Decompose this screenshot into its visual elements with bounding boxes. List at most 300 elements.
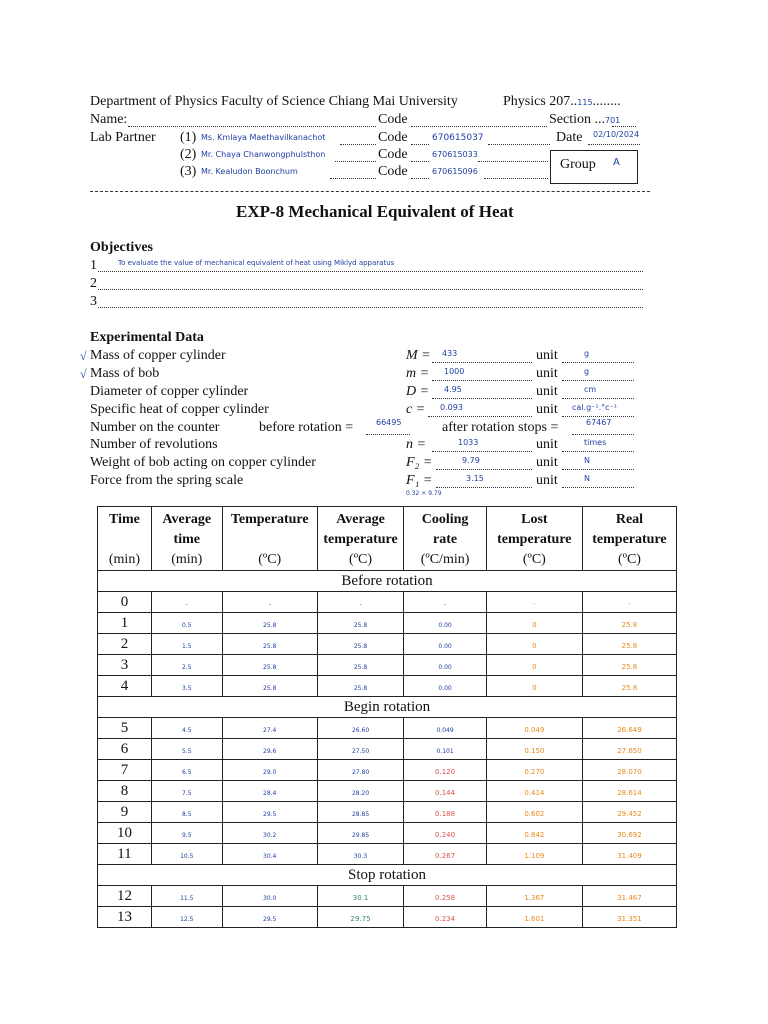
time-cell: 12 [98,886,152,907]
cooling-rate-cell [404,676,486,697]
avg-temperature-cell [317,823,404,844]
real-temperature-cell-hw: 31.351 [617,914,642,923]
partner-1-num: (1) [180,130,197,145]
table-row [98,655,677,676]
time-cell: 10 [98,823,152,844]
exp-sym-M: M = [406,348,431,363]
temperature-cell [222,844,317,865]
col-header-avg-time: Average time (min) [151,507,222,571]
lost-temperature-cell-hw: 0.842 [524,830,545,839]
lost-temperature-cell-hw: 1.367 [524,893,545,902]
table-row [98,886,677,907]
unit-label: unit [536,455,558,470]
objective-1-line [98,271,643,272]
lost-temperature-cell-hw: 0 [532,662,537,671]
exp-label-specific-heat: Specific heat of copper cylinder [90,402,269,417]
cooling-rate-cell-hw: 0.00 [438,663,452,671]
temperature-cell [222,781,317,802]
time-cell: 5 [98,718,152,739]
cooling-rate-cell-hw: 0.144 [435,788,456,797]
real-temperature-cell [582,781,676,802]
temperature-cell [222,592,317,613]
partner-2-name-hw: Mr. Chaya Chanwongphulsthon [201,150,326,159]
partner-3-dots [330,178,376,179]
name-field [128,126,376,127]
exp-unit-c-line [562,416,634,417]
avg-time-cell-hw: 0.5 [181,621,192,629]
real-temperature-cell-hw: 25.8 [621,683,638,692]
cooling-rate-cell [404,634,486,655]
cooling-rate-cell [404,739,486,760]
real-temperature-cell-hw: 25.8 [621,620,638,629]
avg-time-cell [151,844,222,865]
temperature-cell-hw: 29.5 [263,915,277,923]
exp-val-F1: 3.15 [466,474,484,483]
table-row [98,634,677,655]
avg-temperature-cell [317,592,404,613]
table-row [98,802,677,823]
cooling-rate-cell-hw: 0.00 [438,642,452,650]
cooling-rate-cell-hw: 0.101 [436,747,454,755]
temperature-cell [222,823,317,844]
exp-unit-F1: N [584,474,590,483]
avg-temperature-cell [317,844,404,865]
partner-1-name-hw: Ms. Kmlaya Maethavilkanachot [201,133,326,142]
avg-time-cell [151,634,222,655]
exp-sym-c: c = [406,402,426,417]
partner-3-code-tail [484,178,548,179]
cooling-rate-cell-hw: 0.267 [435,851,456,860]
real-temperature-cell [582,886,676,907]
section-hw: 701 [605,116,621,125]
partner-1-code-lead [411,144,429,145]
time-cell: 6 [98,739,152,760]
avg-temperature-cell-hw: 26.60 [351,726,370,734]
avg-temperature-cell-hw: 27.80 [351,768,370,776]
check-mark: √ [80,349,87,363]
lost-temperature-cell [486,739,582,760]
code-label: Code [378,112,408,127]
exp-val-c-line [428,416,532,417]
avg-time-cell-hw: 12.5 [180,915,194,923]
partner-2-code-lead [411,161,429,162]
partner-3-code-label: Code [378,164,408,179]
table-row [98,781,677,802]
avg-temperature-cell-hw: 25.8 [353,642,368,650]
real-temperature-cell [582,634,676,655]
exp-unit-D: cm [584,385,597,394]
avg-temperature-cell-hw: 25.8 [353,663,368,671]
table-row [98,823,677,844]
exp-val-F2-line [436,469,532,470]
counter-before-label: before rotation = [259,420,354,435]
real-temperature-cell [582,739,676,760]
partner-3-code-lead [411,178,429,179]
temperature-cell [222,739,317,760]
col-header-temperature: Temperature (ºC) [222,507,317,571]
avg-time-cell [151,655,222,676]
counter-after-label: after rotation stops = [442,420,559,435]
lost-temperature-cell [486,592,582,613]
exp-val-F2: 9.79 [462,456,480,465]
cooling-rate-cell-hw: 0.00 [438,684,452,692]
avg-time-cell-hw: 10.5 [180,852,194,860]
avg-time-cell-hw: 4.5 [181,726,192,734]
partner-2-dots [335,161,376,162]
lost-temperature-cell-hw: 0.270 [524,767,545,776]
exp-unit-M-line [562,362,634,363]
counter-before-line [366,434,410,435]
avg-temperature-cell-hw: 25.8 [353,621,368,629]
time-cell: 2 [98,634,152,655]
exp-unit-F2: N [584,456,590,465]
cooling-rate-cell-hw: - [443,600,447,608]
temperature-cell [222,655,317,676]
section-row [98,865,677,886]
cooling-rate-cell-hw: 0.049 [436,726,454,734]
real-temperature-cell [582,844,676,865]
exp-sym-F2: F₂ = [406,455,433,470]
course-text: Physics 207.. [503,94,578,109]
temperature-cell [222,760,317,781]
exp-footnote-hw: 0.32 × 9.79 [406,490,442,497]
col-header-real-temperature: Real temperature (ºC) [582,507,676,571]
lost-temperature-cell-hw: 0 [532,641,537,650]
exp-val-M-line [432,362,532,363]
unit-label: unit [536,473,558,488]
temperature-cell [222,676,317,697]
temperature-cell [222,802,317,823]
table-body [98,571,677,928]
avg-temperature-cell [317,886,404,907]
lost-temperature-cell-hw: 0.414 [524,788,545,797]
course-number-hw: 115 [577,98,593,107]
unit-label: unit [536,384,558,399]
section-label: Stop rotation [98,865,677,886]
avg-time-cell [151,802,222,823]
objective-2-num: 2 [90,276,97,291]
exp-val-m-line [432,380,532,381]
avg-temperature-cell [317,718,404,739]
temperature-cell-hw: 29.0 [263,768,277,776]
avg-temperature-cell [317,655,404,676]
exp-label-weight-bob: Weight of bob acting on copper cylinder [90,455,316,470]
col-header-avg-temperature: Average temperature (ºC) [317,507,404,571]
cooling-rate-cell-hw: 0.240 [435,830,456,839]
section-row [98,571,677,592]
lost-temperature-cell-hw: 0 [532,620,537,629]
partner-3-code-hw: 670615096 [432,167,478,176]
cooling-rate-cell-hw: 0.00 [438,621,452,629]
temperature-cell-hw: 25.8 [263,621,277,629]
temperature-cell-hw: 29.6 [263,747,277,755]
department-line [90,94,458,110]
lab-partner-label: Lab Partner [90,130,156,145]
exp-data-heading: Experimental Data [90,330,204,345]
exp-unit-c: cal.g⁻¹.°c⁻¹ [572,403,617,412]
temperature-cell [222,613,317,634]
cooling-rate-cell [404,655,486,676]
temperature-cell [222,718,317,739]
group-label: Group [560,157,596,172]
group-box [550,150,638,184]
real-temperature-cell [582,718,676,739]
temperature-cell [222,886,317,907]
lost-temperature-cell-hw: - [533,599,536,608]
real-temperature-cell [582,613,676,634]
avg-time-cell [151,718,222,739]
lost-temperature-cell [486,676,582,697]
temperature-cell-hw: 27.4 [263,726,277,734]
lost-temperature-cell-hw: 0 [532,683,537,692]
exp-sym-D: D = [406,384,430,399]
section-label: Begin rotation [98,697,677,718]
lost-temperature-cell-hw: 1.601 [524,914,545,923]
table-row [98,739,677,760]
time-cell: 0 [98,592,152,613]
avg-temperature-cell [317,634,404,655]
date-hw: 02/10/2024 [593,130,640,139]
table-row [98,760,677,781]
cooling-rate-cell-hw: 0.120 [435,767,456,776]
avg-temperature-cell-hw: 25.8 [353,684,368,692]
partner-2-code-tail [478,161,548,162]
exp-val-n: 1033 [458,438,479,447]
table-header-row [98,507,677,571]
table-row [98,592,677,613]
real-temperature-cell [582,592,676,613]
real-temperature-cell-hw: 27.650 [617,746,642,755]
cooling-rate-cell [404,802,486,823]
exp-unit-M: g [584,349,590,358]
section-label: Before rotation [98,571,677,592]
avg-temperature-cell-hw: 29.75 [350,914,371,923]
partner-1-code-hw: 670615037 [432,133,484,143]
counter-before-val: 66495 [376,418,402,427]
avg-temperature-cell [317,676,404,697]
avg-time-cell-hw: 9.5 [181,831,192,839]
partner-1-code-label: Code [378,130,408,145]
avg-time-cell [151,781,222,802]
counter-after-line [572,434,634,435]
time-cell: 11 [98,844,152,865]
real-temperature-cell-hw: 30.692 [617,830,642,839]
exp-label-counter: Number on the counter [90,420,220,435]
partner-3-num: (3) [180,164,197,179]
avg-temperature-cell [317,802,404,823]
col-header-time: Time (min) [98,507,152,571]
department-text: Department of Physics Faculty of Science Chiang Mai University [90,94,458,109]
avg-temperature-cell-hw: 30.1 [352,893,369,902]
exp-unit-n-line [562,451,634,452]
cooling-rate-cell [404,592,486,613]
avg-temperature-cell [317,739,404,760]
lost-temperature-cell [486,781,582,802]
cooling-rate-cell [404,823,486,844]
section-label [549,112,620,128]
exp-val-m: 1000 [444,367,465,376]
col-header-cooling-rate: Cooling rate (ºC/min) [404,507,486,571]
exp-label-revolutions: Number of revolutions [90,437,218,452]
table-row [98,718,677,739]
avg-time-cell [151,592,222,613]
exp-val-c: 0.093 [440,403,463,412]
temperature-cell [222,634,317,655]
cooling-rate-cell [404,760,486,781]
temperature-cell-hw: 25.8 [263,642,277,650]
date-label: Date [556,130,583,145]
lost-temperature-cell-hw: 0.150 [524,746,545,755]
data-table [97,506,677,928]
real-temperature-cell [582,676,676,697]
temperature-cell-hw: 25.8 [263,684,277,692]
exp-val-M: 433 [442,349,458,358]
exp-label-mass-bob: Mass of bob [90,366,160,381]
counter-after-val: 67467 [586,418,612,427]
avg-time-cell-hw: 6.5 [181,768,192,776]
time-cell: 1 [98,613,152,634]
table-row [98,907,677,928]
real-temperature-cell-hw: 25.8 [621,662,638,671]
exp-unit-D-line [562,398,634,399]
lost-temperature-cell [486,613,582,634]
unit-label: unit [536,366,558,381]
exp-unit-m: g [584,367,590,376]
time-cell: 13 [98,907,152,928]
table-row [98,613,677,634]
real-temperature-cell-hw: 29.452 [617,809,642,818]
avg-temperature-cell [317,613,404,634]
exp-val-D-line [432,398,532,399]
temperature-cell-hw: 30.0 [263,894,277,902]
cooling-rate-cell [404,781,486,802]
objective-1-text: To evaluate the value of mechanical equivalent of heat using Miklyd apparatus [118,259,395,267]
cooling-rate-cell-hw: 0.234 [435,914,456,923]
avg-temperature-cell-hw: 30.3 [353,852,368,860]
lost-temperature-cell-hw: 0.049 [524,725,545,734]
temperature-cell-hw: 30.2 [263,831,277,839]
avg-time-cell [151,613,222,634]
time-cell: 7 [98,760,152,781]
temperature-cell-hw: 28.4 [263,789,277,797]
real-temperature-cell-hw: 28.070 [617,767,642,776]
avg-time-cell [151,886,222,907]
time-cell: 4 [98,676,152,697]
real-temperature-cell-hw: 31.409 [617,851,642,860]
real-temperature-cell [582,655,676,676]
avg-time-cell-hw: 5.5 [181,747,192,755]
lost-temperature-cell [486,886,582,907]
table-row [98,844,677,865]
exp-sym-F1: F₁ = [406,473,433,488]
partner-2-code-hw: 670615033 [432,150,478,159]
temperature-cell-hw: 30.4 [263,852,277,860]
group-hw: A [613,157,620,168]
real-temperature-cell [582,907,676,928]
time-cell: 3 [98,655,152,676]
time-cell: 8 [98,781,152,802]
partner-1-code-tail [488,144,550,145]
exp-val-n-line [432,451,532,452]
temperature-cell-hw: 29.5 [263,810,277,818]
lost-temperature-cell [486,718,582,739]
cooling-rate-cell [404,613,486,634]
exp-unit-n: times [584,438,607,447]
temperature-cell-hw: 25.8 [263,663,277,671]
partner-2-num: (2) [180,147,197,162]
avg-time-cell-hw: 1.5 [181,642,192,650]
cooling-rate-cell [404,718,486,739]
avg-temperature-cell-hw: 28.85 [351,810,370,818]
unit-label: unit [536,437,558,452]
cooling-rate-cell [404,844,486,865]
exp-val-D: 4.95 [444,385,462,394]
cooling-rate-cell-hw: 0.258 [435,893,456,902]
exp-label-diameter: Diameter of copper cylinder [90,384,249,399]
avg-time-cell [151,676,222,697]
exp-unit-F1-line [562,487,634,488]
objective-3-line [98,307,643,308]
partner-3-name-hw: Mr. Kealudon Boonchum [201,167,298,176]
date-field [588,144,640,145]
avg-temperature-cell-hw: 28.20 [351,789,370,797]
section-field [612,126,636,127]
partner-2-code-label: Code [378,147,408,162]
separator-line [90,191,650,192]
avg-time-cell [151,760,222,781]
real-temperature-cell-hw: 26.649 [617,725,642,734]
real-temperature-cell [582,802,676,823]
temperature-cell-hw: - [268,600,271,608]
lost-temperature-cell [486,634,582,655]
real-temperature-cell [582,823,676,844]
avg-time-cell-hw: 7.5 [181,789,192,797]
exp-label-spring-force: Force from the spring scale [90,473,244,488]
section-row [98,697,677,718]
cooling-rate-cell [404,907,486,928]
objectives-heading: Objectives [90,240,153,255]
lost-temperature-cell-hw: 0.602 [524,809,545,818]
lost-temperature-cell [486,655,582,676]
avg-temperature-cell-hw: 27.50 [351,747,370,755]
avg-time-cell-hw: 2.5 [181,663,192,671]
avg-time-cell [151,739,222,760]
real-temperature-cell [582,760,676,781]
partner-1-dots [340,144,376,145]
exp-unit-F2-line [562,469,634,470]
course-dots: ........ [592,94,621,109]
name-label: Name: [90,112,128,127]
exp-sym-m: m = [406,366,430,381]
avg-time-cell-hw: 3.5 [181,684,192,692]
lost-temperature-cell [486,760,582,781]
exp-unit-m-line [562,380,634,381]
real-temperature-cell-hw: 31.467 [617,893,642,902]
avg-temperature-cell-hw: 29.85 [351,831,370,839]
section-label-text: Section ... [549,112,605,127]
cooling-rate-cell-hw: 0.188 [435,809,456,818]
lost-temperature-cell-hw: 1.109 [524,851,545,860]
objective-3-num: 3 [90,294,97,309]
real-temperature-cell-hw: 25.8 [621,641,638,650]
avg-time-cell-hw: - [185,600,188,608]
unit-label: unit [536,402,558,417]
col-header-lost-temperature: Lost temperature (ºC) [486,507,582,571]
exp-label-mass-copper: Mass of copper cylinder [90,348,226,363]
lost-temperature-cell [486,823,582,844]
temperature-cell [222,907,317,928]
avg-temperature-cell [317,781,404,802]
